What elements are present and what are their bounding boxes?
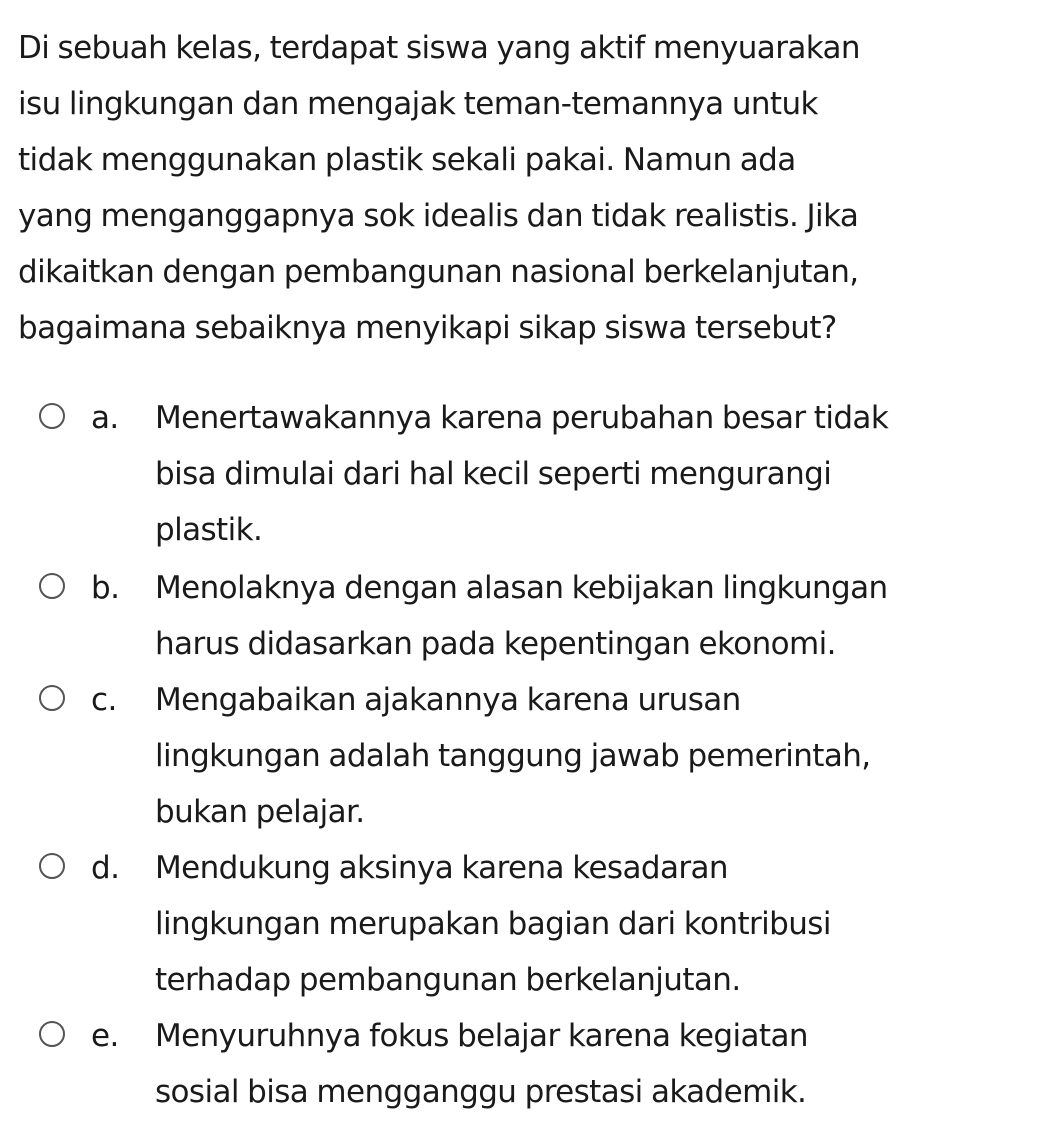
option-line: bukan pelajar.	[155, 794, 365, 830]
option-line: Mendukung aksinya karena kesadaran	[155, 850, 728, 886]
option-text	[155, 1008, 1035, 1120]
option-text	[155, 840, 1035, 1008]
option-d[interactable]	[0, 840, 1052, 1008]
option-line: Menolaknya dengan alasan kebijakan lingkungan	[155, 570, 888, 606]
question-line: bagaimana sebaiknya menyikapi sikap siswa tersebut?	[18, 310, 837, 346]
radio-button-e[interactable]	[39, 1021, 65, 1047]
option-line: sosial bisa mengganggu prestasi akademik.	[155, 1074, 807, 1110]
option-letter: e.	[91, 1018, 119, 1054]
option-line: Mengabaikan ajakannya karena urusan	[155, 682, 741, 718]
option-line: bisa dimulai dari hal kecil seperti mengurangi	[155, 456, 832, 492]
question-line: Di sebuah kelas, terdapat siswa yang aktif menyuarakan	[18, 30, 860, 66]
question-line: dikaitkan dengan pembangunan nasional berkelanjutan,	[18, 254, 859, 290]
question-line: isu lingkungan dan mengajak teman-temannya untuk	[18, 86, 818, 122]
option-line: plastik.	[155, 512, 263, 548]
option-line: Menyuruhnya fokus belajar karena kegiatan	[155, 1018, 808, 1054]
option-b[interactable]	[0, 560, 1052, 672]
option-c[interactable]	[0, 672, 1052, 840]
option-line: terhadap pembangunan berkelanjutan.	[155, 962, 741, 998]
radio-button-c[interactable]	[39, 685, 65, 711]
option-line: harus didasarkan pada kepentingan ekonomi.	[155, 626, 836, 662]
option-e[interactable]	[0, 1008, 1052, 1120]
question-line: tidak menggunakan plastik sekali pakai. Namun ada	[18, 142, 796, 178]
radio-button-b[interactable]	[39, 573, 65, 599]
option-line: Menertawakannya karena perubahan besar tidak	[155, 400, 889, 436]
option-letter: d.	[91, 850, 120, 886]
option-letter: b.	[91, 570, 120, 606]
option-line: lingkungan adalah tanggung jawab pemerintah,	[155, 738, 871, 774]
answer-options	[0, 390, 1052, 1120]
option-a[interactable]	[0, 390, 1052, 558]
question-text	[18, 20, 1038, 356]
option-letter: c.	[91, 682, 117, 718]
question-line: yang menganggapnya sok idealis dan tidak realistis. Jika	[18, 198, 859, 234]
option-text	[155, 390, 1035, 558]
option-text	[155, 672, 1035, 840]
option-line: lingkungan merupakan bagian dari kontribusi	[155, 906, 831, 942]
radio-button-d[interactable]	[39, 853, 65, 879]
option-text	[155, 560, 1035, 672]
radio-button-a[interactable]	[39, 403, 65, 429]
option-letter: a.	[91, 400, 119, 436]
